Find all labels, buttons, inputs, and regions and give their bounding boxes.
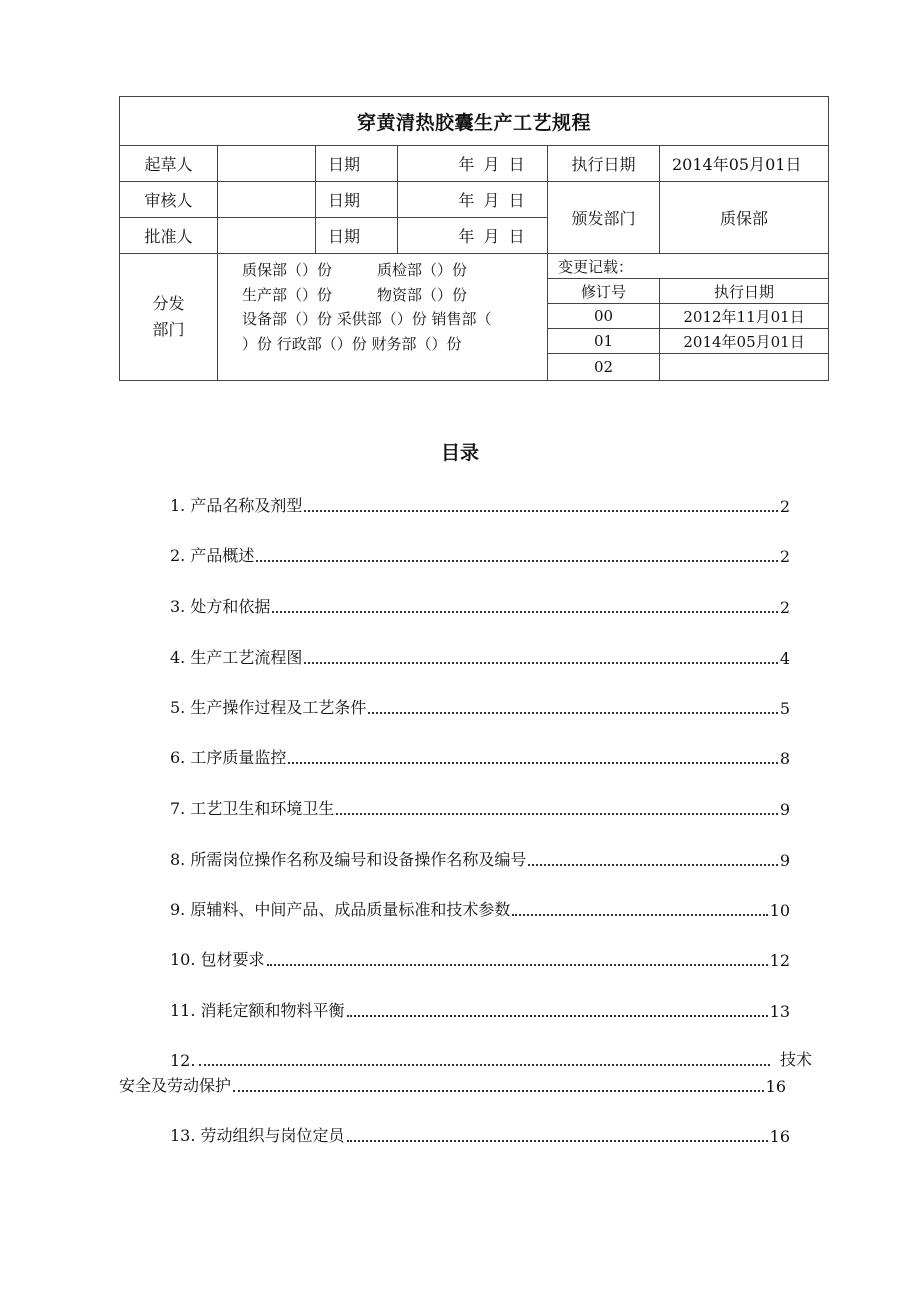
exec-date-label: 执行日期 <box>548 146 660 182</box>
exec-date-value: 2014年05月01日 <box>660 146 829 182</box>
issue-dept-value: 质保部 <box>660 182 829 254</box>
distribution-line: ）份 行政部（）份 财务部（）份 <box>242 334 462 353</box>
toc-item[interactable] <box>170 896 790 920</box>
toc-leader <box>267 963 768 966</box>
toc-item[interactable] <box>170 795 790 819</box>
header-table <box>119 96 829 381</box>
date-value: 年 月 日 <box>398 146 548 182</box>
toc-item[interactable] <box>170 542 790 566</box>
date-label: 日期 <box>316 182 398 218</box>
toc-item-page: 4 <box>779 649 790 668</box>
toc-item-12-label-start: 技术 <box>779 1050 812 1069</box>
toc-item-label: 10. 包材要求 <box>170 950 265 969</box>
toc-leader <box>512 913 767 916</box>
revision-date: 2012年11月01日 <box>660 304 829 329</box>
toc-leader <box>272 610 777 613</box>
toc-item-label: 2. 产品概述 <box>170 546 255 565</box>
issue-dept-label: 颁发部门 <box>548 182 660 254</box>
date-value: 年 月 日 <box>398 182 548 218</box>
reviewer-value <box>218 182 316 218</box>
toc-item-page: 13 <box>769 1002 790 1021</box>
toc-item-page: 2 <box>779 598 790 617</box>
toc-leader <box>256 559 777 562</box>
toc-item[interactable] <box>170 846 790 870</box>
revision-no: 00 <box>548 304 660 329</box>
toc-item-label: 9. 原辅料、中间产品、成品质量标准和技术参数 <box>170 900 511 919</box>
revision-date: 2014年05月01日 <box>660 329 829 354</box>
toc-leader <box>347 1014 768 1017</box>
toc-item-label: 11. 消耗定额和物料平衡 <box>170 1001 345 1020</box>
toc-item[interactable] <box>170 593 790 617</box>
distribution-label <box>120 254 218 381</box>
distribution-line: 质保部（）份 质检部（）份 <box>242 261 468 279</box>
toc-leader <box>233 1089 764 1092</box>
document-title: 穿黄清热胶囊生产工艺规程 <box>120 97 829 146</box>
date-label: 日期 <box>316 146 398 182</box>
approver-value <box>218 218 316 254</box>
distribution-label-line-1: 分发 <box>152 294 185 313</box>
toc-leader <box>368 711 777 714</box>
toc-item-page: 2 <box>779 547 790 566</box>
exec-date-col-header: 执行日期 <box>660 279 829 304</box>
toc-leader <box>347 1139 768 1142</box>
reviewer-label: 审核人 <box>120 182 218 218</box>
date-value: 年 月 日 <box>398 218 548 254</box>
date-label: 日期 <box>316 218 398 254</box>
revision-col-header: 修订号 <box>548 279 660 304</box>
approver-label: 批准人 <box>120 218 218 254</box>
toc-leader <box>336 812 777 815</box>
toc-item[interactable] <box>170 997 790 1021</box>
toc-item[interactable] <box>170 744 790 768</box>
toc-item[interactable] <box>170 492 790 516</box>
drafter-label: 起草人 <box>120 146 218 182</box>
toc-item-page: 9 <box>779 800 790 819</box>
toc-item-label: 6. 工序质量监控 <box>170 748 287 767</box>
toc-item-page: 10 <box>769 901 790 920</box>
distribution-line: 生产部（）份 物资部（）份 <box>242 285 468 304</box>
change-record-label: 变更记载： <box>548 254 829 279</box>
revision-no: 01 <box>548 329 660 354</box>
toc-item-12-line-1[interactable] <box>170 1046 812 1070</box>
toc-item-page: 5 <box>779 699 790 718</box>
toc-item-12-label-end: 安全及劳动保护 <box>119 1076 232 1095</box>
toc-item-page: 16 <box>765 1077 786 1096</box>
revision-date <box>660 354 829 381</box>
revision-no: 02 <box>548 354 660 381</box>
toc-leader <box>304 509 777 512</box>
toc-item-label: 4. 生产工艺流程图 <box>170 648 303 667</box>
toc-item-page: 16 <box>769 1127 790 1146</box>
toc-item-label: 7. 工艺卫生和环境卫生 <box>170 799 335 818</box>
toc-leader <box>288 761 777 764</box>
toc-item[interactable] <box>170 1122 790 1146</box>
toc-item-label: 1. 产品名称及剂型 <box>170 496 303 515</box>
toc-item-label: 13. 劳动组织与岗位定员 <box>170 1126 345 1145</box>
distribution-list <box>218 254 548 381</box>
distribution-line: 设备部（）份 采供部（）份 销售部（ <box>242 310 492 328</box>
toc-item[interactable] <box>170 694 790 718</box>
toc-item-label: 3. 处方和依据 <box>170 597 271 616</box>
drafter-value <box>218 146 316 182</box>
toc-item-12-number: 12. <box>170 1051 196 1070</box>
toc-item[interactable] <box>170 644 790 668</box>
distribution-label-line-2: 部门 <box>152 320 185 339</box>
toc-item-page: 12 <box>769 951 790 970</box>
toc-leader <box>528 863 777 866</box>
toc-item-page: 2 <box>779 497 790 516</box>
toc-leader <box>304 661 777 664</box>
toc-item[interactable] <box>170 946 790 970</box>
toc-item-label: 8. 所需岗位操作名称及编号和设备操作名称及编号 <box>170 850 527 869</box>
toc-item-page: 8 <box>779 749 790 768</box>
toc-title: 目录 <box>440 442 479 464</box>
toc-leader <box>199 1063 770 1066</box>
toc-item-page: 9 <box>779 851 790 870</box>
toc-item-12-line-2[interactable] <box>119 1072 786 1096</box>
toc-item-label: 5. 生产操作过程及工艺条件 <box>170 698 367 717</box>
